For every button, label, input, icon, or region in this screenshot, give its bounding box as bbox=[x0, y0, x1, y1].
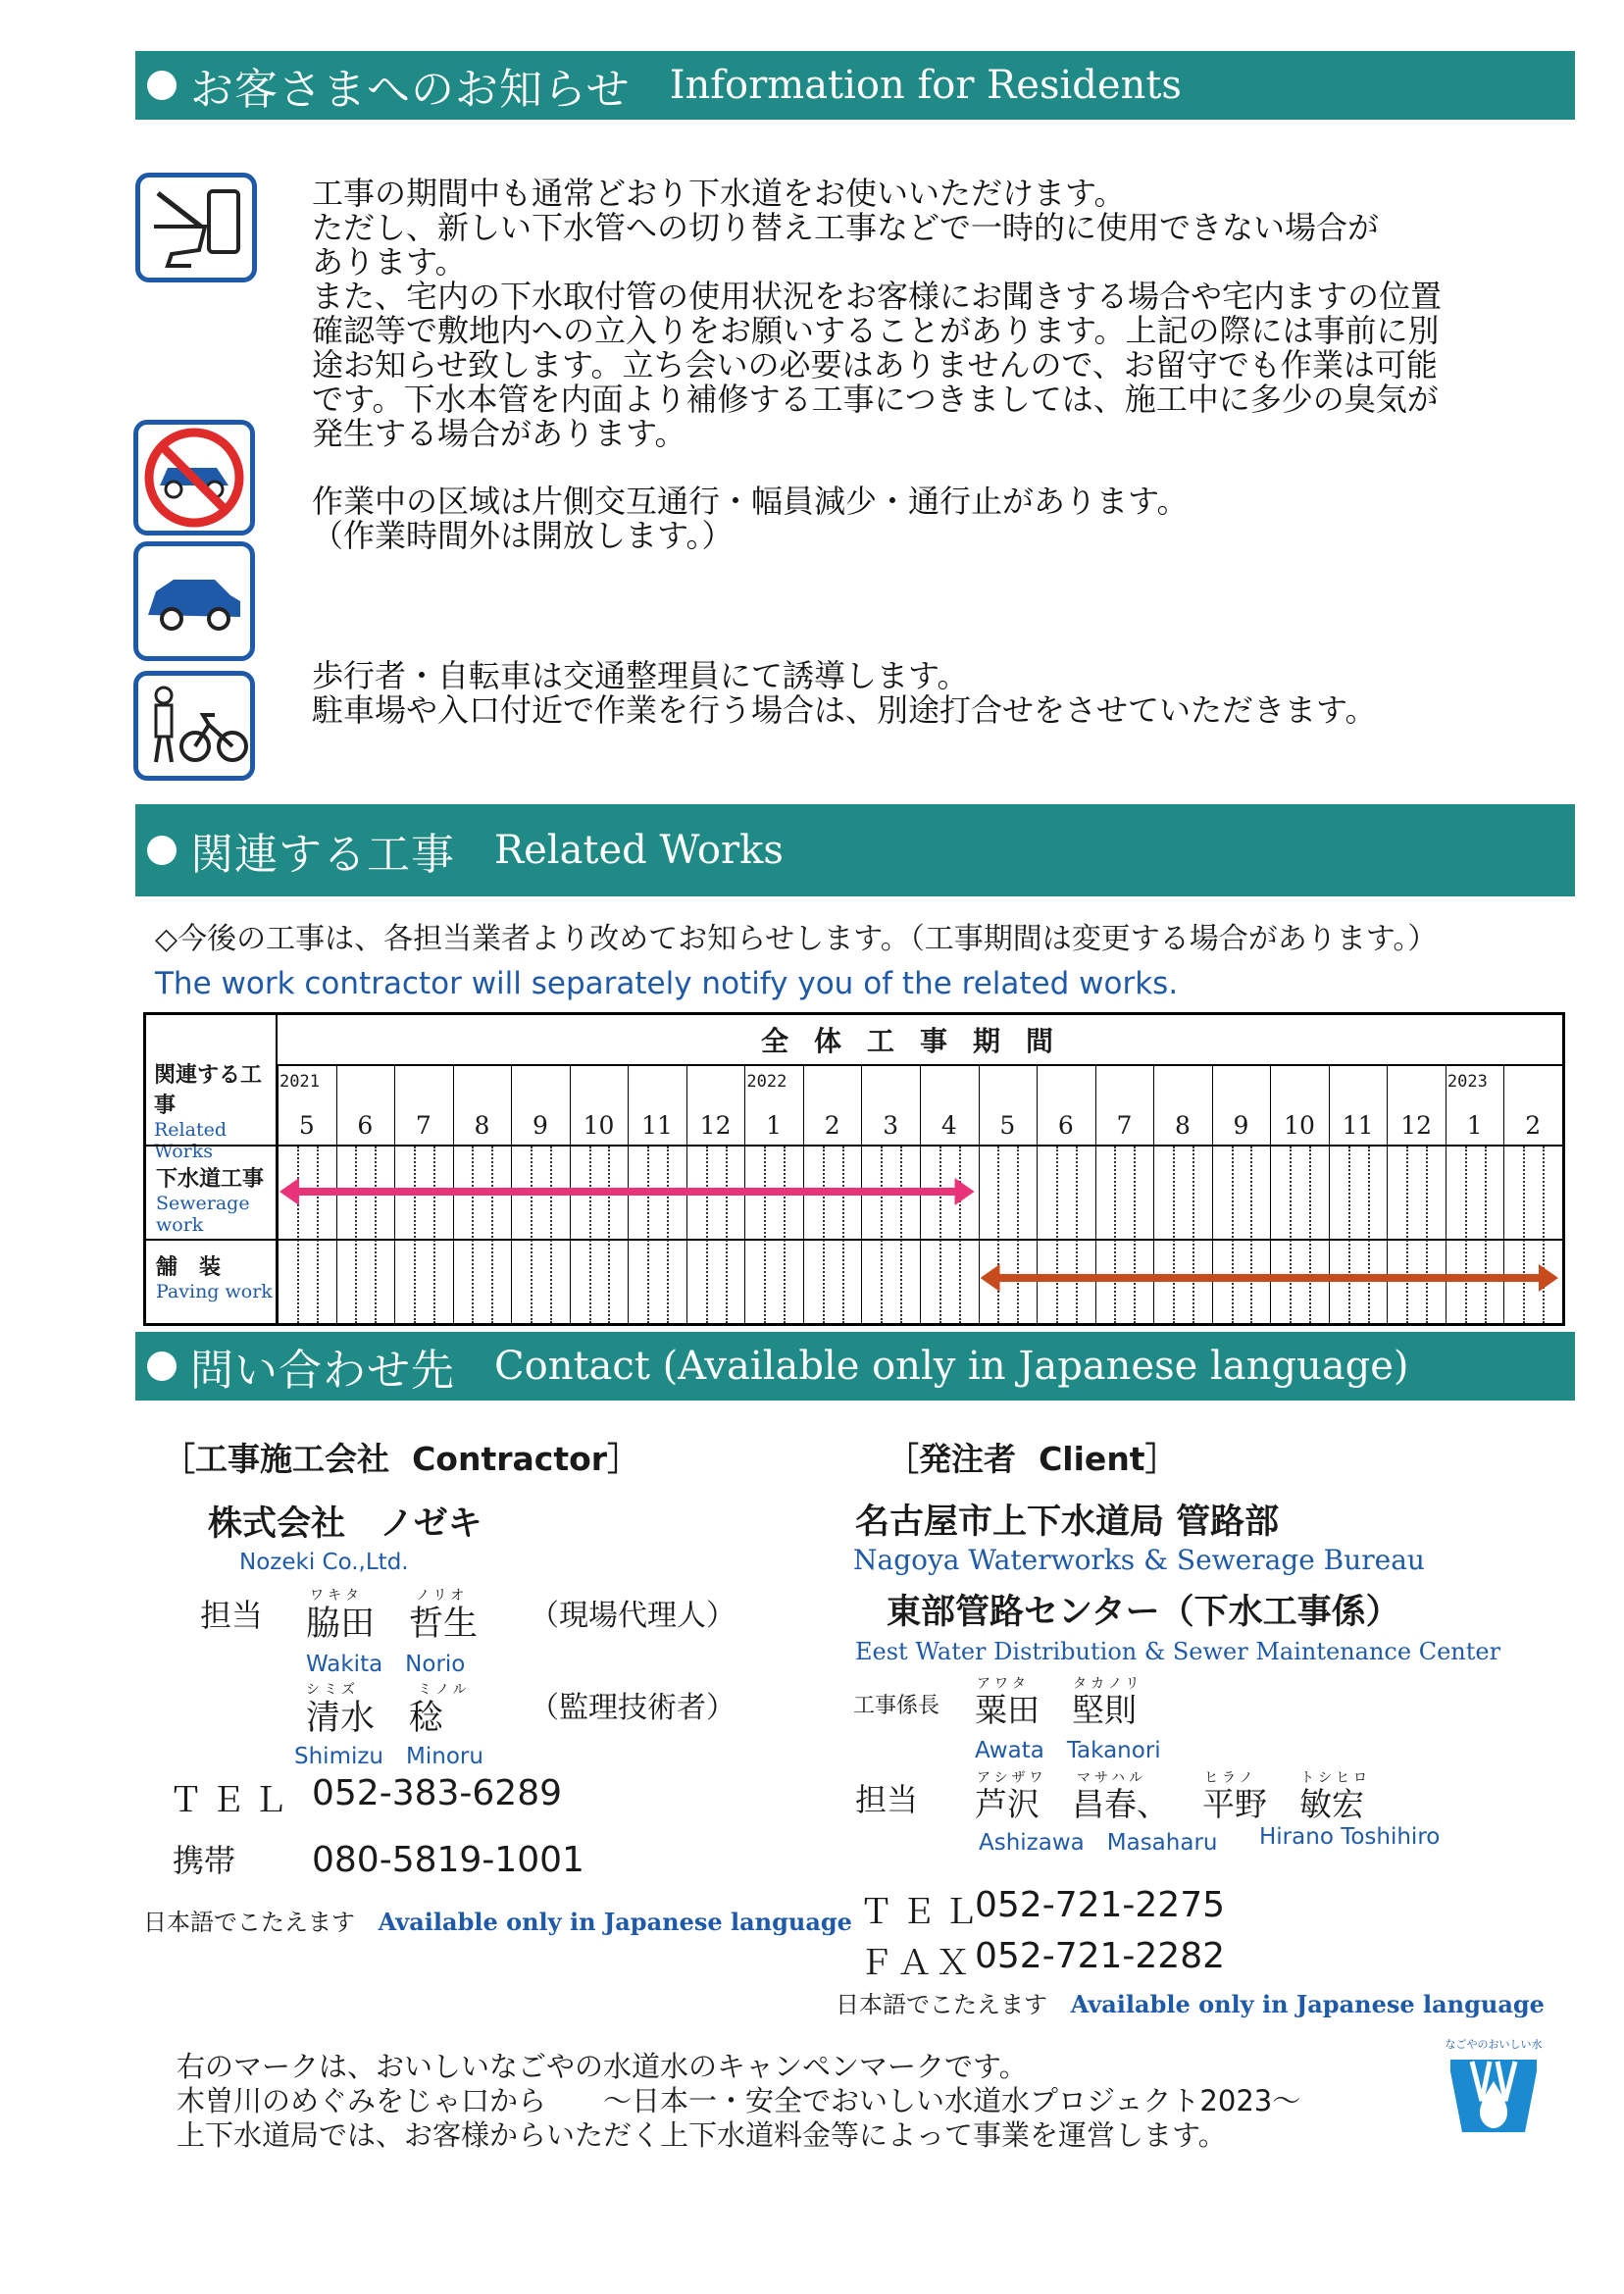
client-staff1-en: Ashizawa Masaharu bbox=[979, 1830, 1218, 1856]
contractor-mobile-label: 携帯 bbox=[173, 1842, 236, 1879]
month-label: 7 bbox=[415, 1111, 431, 1140]
month-label: 9 bbox=[532, 1111, 548, 1140]
section-title-en: Information for Residents bbox=[669, 63, 1182, 108]
client-chief-en: Awata Takanori bbox=[975, 1738, 1161, 1763]
month-label: 10 bbox=[583, 1111, 615, 1140]
contractor-tel[interactable]: 052-383-6289 bbox=[312, 1773, 563, 1813]
client-staff1-name: 芦沢 昌春、 bbox=[975, 1785, 1169, 1823]
month-label: 5 bbox=[999, 1111, 1016, 1140]
bullet-icon bbox=[147, 1351, 177, 1381]
footer-text: 右のマークは、おいしいなごやの水道水のキャンペンマークです。 木曽川のめぐみをじゃ口から ～日本一・安全でおいしい水道水プロジェクト2023～ 上下水道局では、お客様からいただく上下水道料金等によって事業を運営します。 bbox=[177, 2050, 1301, 2152]
contractor-person1-en: Wakita Norio bbox=[306, 1652, 466, 1677]
section-title-jp: お客さまへのお知らせ bbox=[190, 65, 631, 115]
year-label: 2023 bbox=[1446, 1072, 1488, 1092]
contractor-tanto-label: 担当 bbox=[200, 1597, 264, 1634]
schedule-note-en: The work contractor will separately notify you of the related works. bbox=[155, 966, 1179, 1001]
section-title-en: Related Works bbox=[494, 828, 784, 873]
month-label: 12 bbox=[699, 1111, 732, 1140]
contractor-person2-name: 清水 稔 bbox=[306, 1699, 444, 1738]
contractor-person2-en: Shimizu Minoru bbox=[294, 1744, 483, 1769]
water-campaign-logo: なごやのおいしい水 bbox=[1440, 2036, 1548, 2146]
client-chief-name: 粟田 堅則 bbox=[975, 1691, 1137, 1729]
client-fax-label: ＦＡＸ bbox=[859, 1944, 975, 1983]
month-label: 10 bbox=[1284, 1111, 1315, 1140]
year-label: 2021 bbox=[279, 1072, 320, 1092]
client-fax: 052-721-2282 bbox=[975, 1936, 1226, 1976]
year-label: 2022 bbox=[746, 1072, 787, 1092]
overall-period-header: 全体工事期間 bbox=[278, 1015, 1562, 1066]
section-title-jp: 問い合わせ先 bbox=[190, 1346, 455, 1396]
client-staff2-en: Hirano Toshihiro bbox=[1259, 1824, 1441, 1850]
month-label: 8 bbox=[474, 1111, 490, 1140]
client-tel[interactable]: 052-721-2275 bbox=[975, 1885, 1226, 1925]
notice-traffic: 作業中の区域は片側交互通行・幅員減少・通行止があります。 （作業時間外は開放します。） bbox=[312, 483, 1189, 554]
car-icon bbox=[133, 541, 255, 661]
row-label-sewerage: 下水道工事 Sewerage work bbox=[146, 1145, 278, 1239]
client-heading: ［発注者 Client］ bbox=[887, 1440, 1178, 1478]
pedestrian-bicycle-icon bbox=[133, 671, 255, 781]
schedule-bar-0 bbox=[146, 1172, 1562, 1211]
client-center-en: Eest Water Distribution & Sewer Maintenance Center bbox=[855, 1638, 1501, 1665]
contractor-tel-label: ＴＥＬ bbox=[169, 1781, 296, 1820]
month-label: 1 bbox=[1466, 1111, 1483, 1140]
client-staff2-name: 平野 敏宏 bbox=[1202, 1785, 1364, 1823]
schedule-bar-1 bbox=[146, 1258, 1562, 1298]
month-label: 2 bbox=[824, 1111, 840, 1140]
month-label: 5 bbox=[298, 1111, 315, 1140]
toilet-icon bbox=[135, 173, 257, 282]
contractor-heading: ［工事施工会社 Contractor］ bbox=[163, 1440, 640, 1478]
section-title-en: Contact (Available only in Japanese language) bbox=[494, 1344, 1409, 1389]
client-center: 東部管路センター（下水工事係） bbox=[887, 1593, 1400, 1632]
month-label: 1 bbox=[766, 1111, 783, 1140]
water-drop-logo-icon bbox=[1445, 2052, 1543, 2142]
section-title-jp: 関連する工事 bbox=[190, 830, 455, 880]
month-label: 7 bbox=[1116, 1111, 1133, 1140]
contractor-person1-name: 脇田 哲生 bbox=[306, 1605, 479, 1644]
contractor-person1-role: （現場代理人） bbox=[530, 1599, 736, 1633]
month-label: 9 bbox=[1233, 1111, 1249, 1140]
no-cars-icon bbox=[133, 420, 255, 535]
client-tel-label: ＴＥＬ bbox=[859, 1893, 987, 1932]
month-label: 3 bbox=[883, 1111, 899, 1140]
bullet-icon bbox=[147, 71, 177, 100]
notice-pedestrian: 歩行者・自転車は交通整理員にて誘導します。 駐車場や入口付近で作業を行う場合は、別途打合せをさせていただきます。 bbox=[312, 657, 1377, 729]
client-tanto-label: 担当 bbox=[855, 1781, 919, 1818]
client-org: 名古屋市上下水道局 管路部 bbox=[855, 1503, 1280, 1542]
contractor-japanese-only: 日本語でこたえます Available only in Japanese language bbox=[143, 1908, 852, 1936]
month-label: 8 bbox=[1174, 1111, 1191, 1140]
month-label: 6 bbox=[357, 1111, 374, 1140]
contractor-person2-role: （監理技術者） bbox=[530, 1691, 736, 1725]
month-label: 2 bbox=[1525, 1111, 1542, 1140]
client-japanese-only: 日本語でこたえます Available only in Japanese language bbox=[836, 1990, 1545, 2018]
bullet-icon bbox=[147, 836, 177, 865]
section-banner-contact bbox=[135, 1332, 1575, 1401]
section-banner-related-works bbox=[135, 804, 1575, 896]
schedule-table bbox=[143, 1012, 1565, 1326]
contractor-mobile[interactable]: 080-5819-1001 bbox=[312, 1840, 584, 1880]
month-label: 12 bbox=[1400, 1111, 1433, 1140]
month-label: 11 bbox=[1342, 1111, 1374, 1140]
notice-general: 工事の期間中も通常どおり下水道をお使いいただけます。 ただし、新しい下水管への切り替え工事などで一時的に使用できない場合が あります。 また、宅内の下水取付管の使用状況をお客様にお聞きする場合や宅内ますの位置 確認等で敷地内への立入りをお願いすることがあります。上記の際には事前に別 途お知らせ致します。立ち会いの必要はありませんので、お留守でも作業は可能 です。下水本管を内面より補修する工事につきましては、施工中に多少の臭気が 発生する場合があります。 bbox=[312, 175, 1443, 452]
row-label-paving: 舗 装 Paving work bbox=[146, 1239, 278, 1323]
month-label: 4 bbox=[940, 1111, 957, 1140]
client-org-en: Nagoya Waterworks & Sewerage Bureau bbox=[853, 1544, 1425, 1576]
row-header: 関連する工事 Related Works bbox=[146, 1015, 278, 1145]
section-banner-information bbox=[135, 51, 1575, 120]
client-chief-label: 工事係長 bbox=[853, 1694, 940, 1718]
contractor-company: 株式会社 ノゼキ bbox=[208, 1504, 482, 1544]
schedule-note-jp: ◇今後の工事は、各担当業者より改めてお知らせします。（工事期間は変更する場合があります。） bbox=[155, 922, 1438, 956]
month-label: 11 bbox=[641, 1111, 673, 1140]
contractor-company-en: Nozeki Co.,Ltd. bbox=[239, 1550, 409, 1575]
month-label: 6 bbox=[1057, 1111, 1074, 1140]
